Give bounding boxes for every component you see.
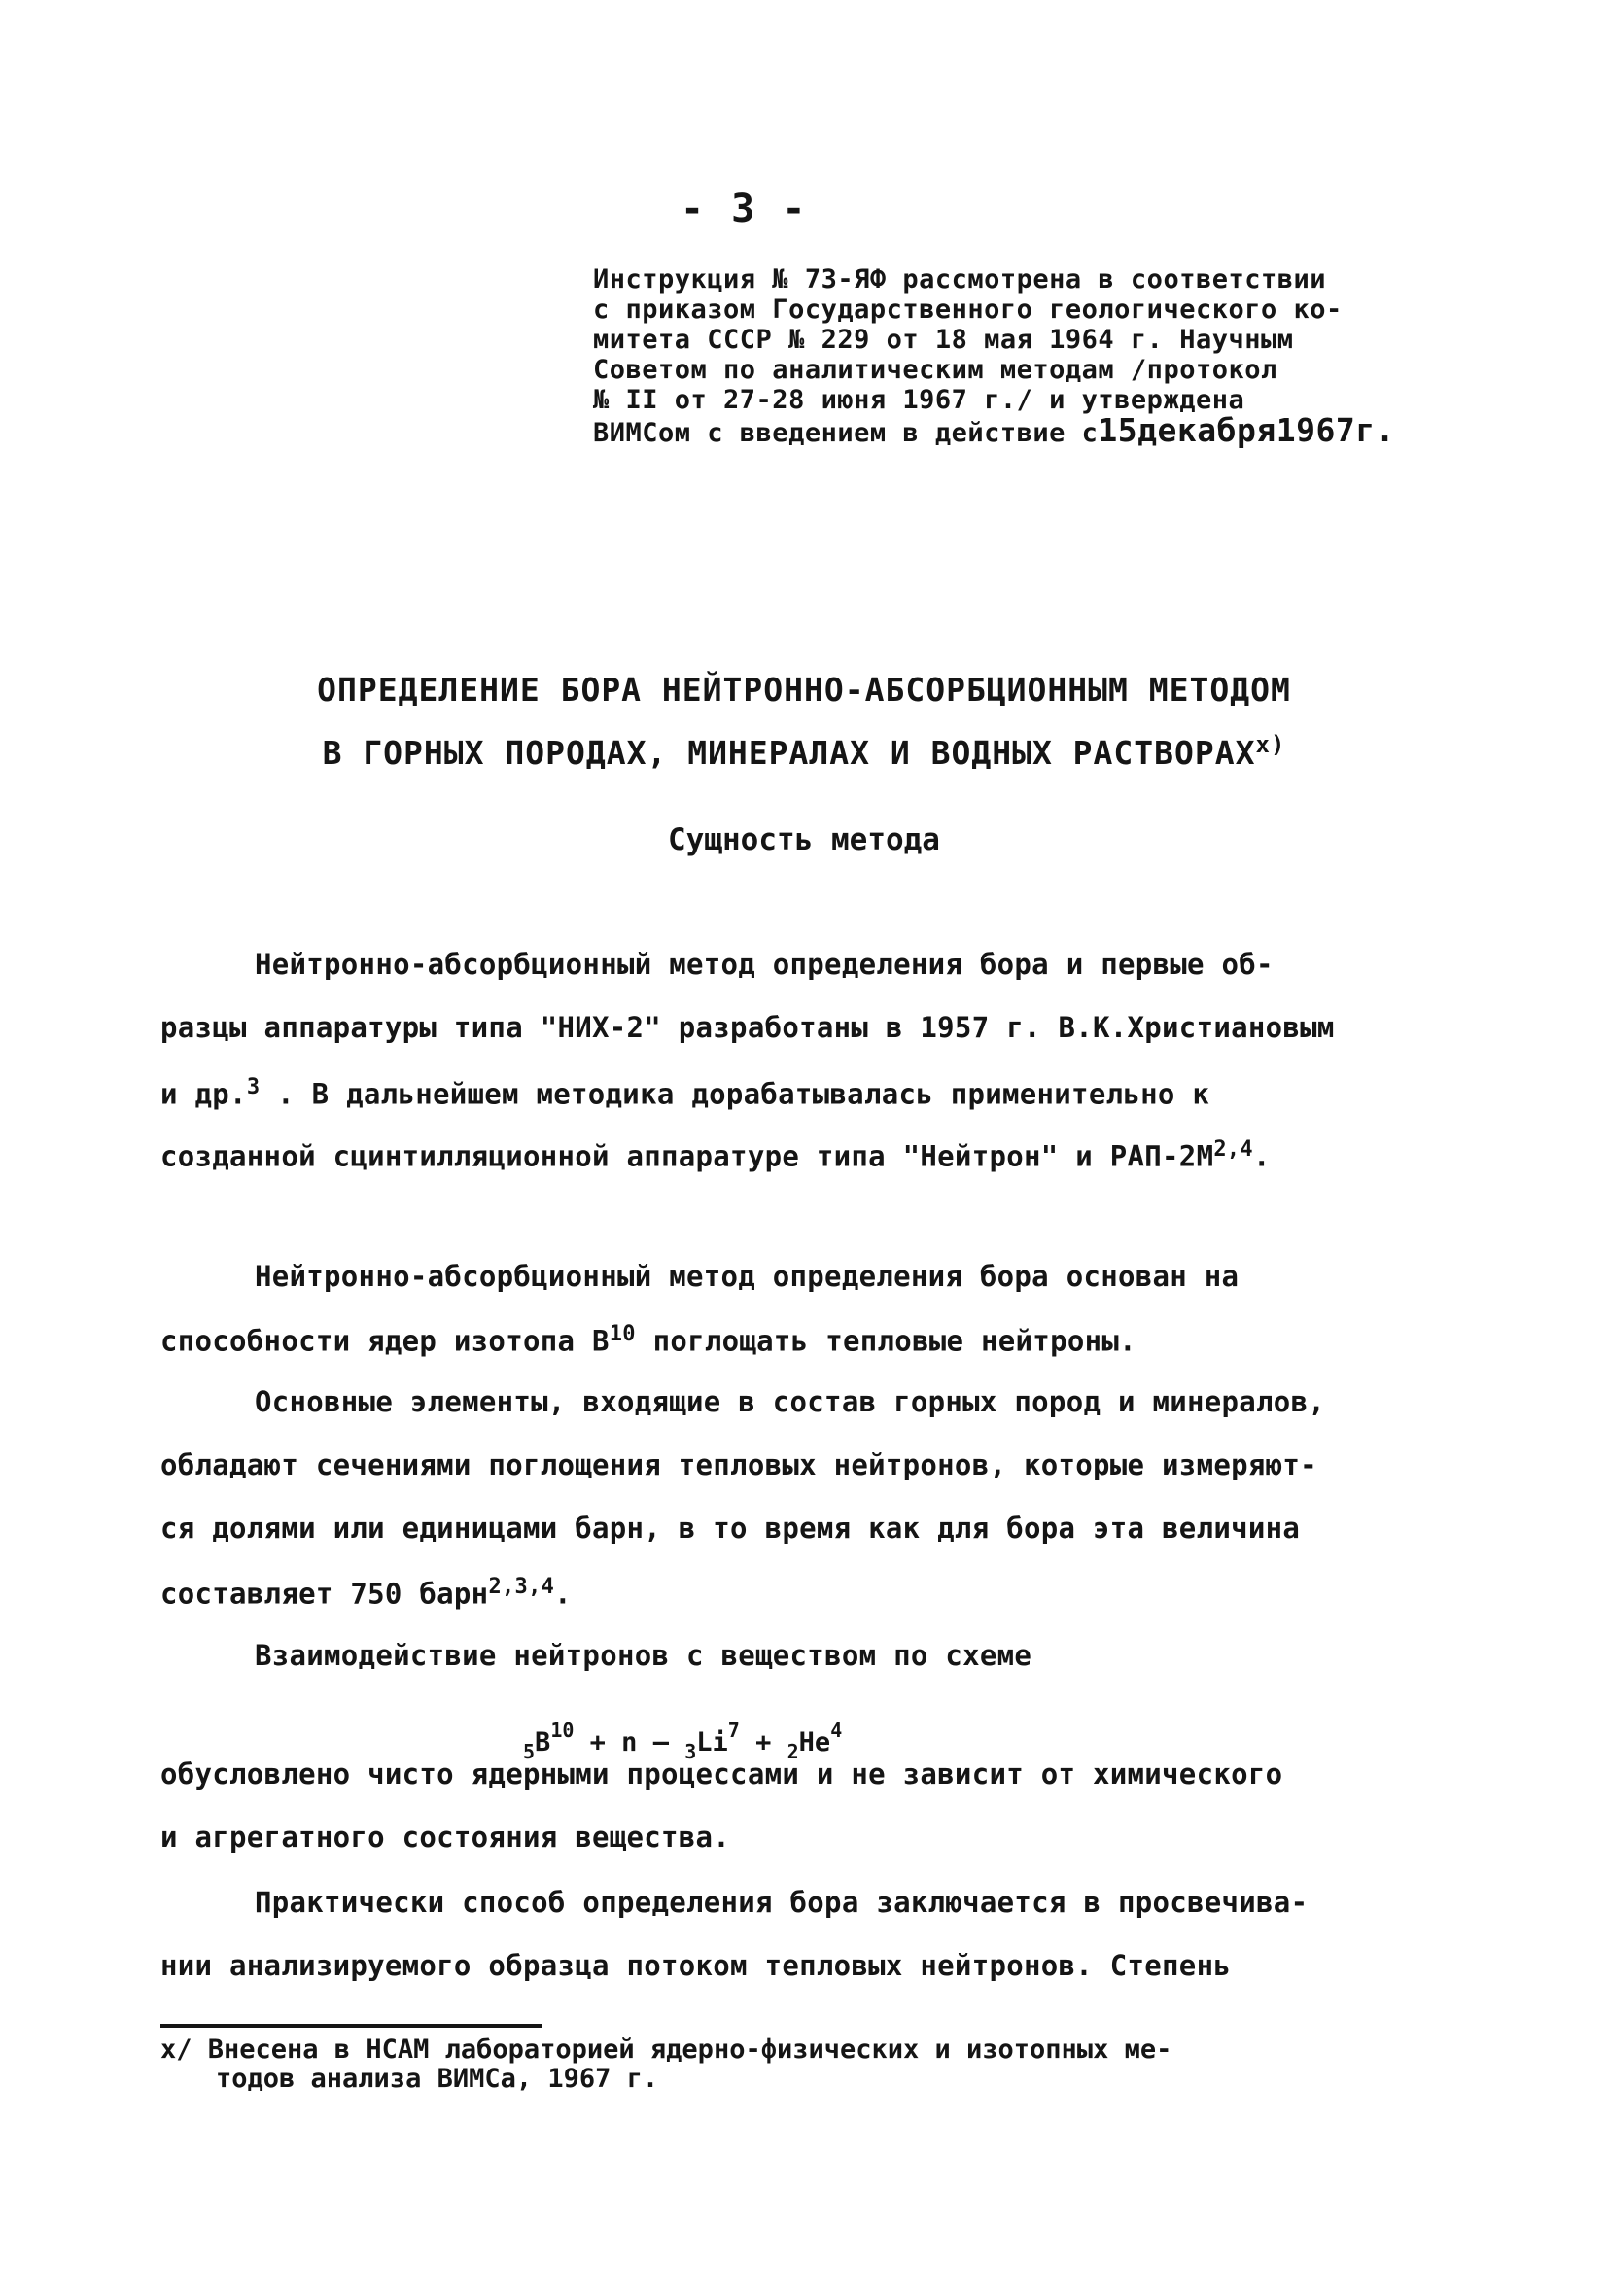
paragraph-line xyxy=(160,1575,572,1611)
atomic-number: 2 xyxy=(787,1740,799,1763)
approval-line: Советом по аналитическим методам /протокол xyxy=(593,355,1277,385)
section-heading: Сущность метода xyxy=(668,822,940,857)
formula-operator: + xyxy=(755,1727,772,1757)
footnote-separator xyxy=(160,2024,542,2028)
text-run: созданной сцинтилляционной аппаратуре типа "Нейтрон" и РАП-2М xyxy=(160,1139,1214,1173)
text-run: поглощать тепловые нейтроны. xyxy=(635,1324,1136,1358)
paragraph-line: Нейтронно-абсорбционный метод определения бора и первые об- xyxy=(255,948,1274,981)
approval-note xyxy=(593,264,1526,448)
text-run: . xyxy=(1252,1139,1271,1173)
text-run: составляет 750 барн xyxy=(160,1577,489,1611)
paragraph-line xyxy=(160,1075,1209,1111)
document-title-text: В ГОРНЫХ ПОРОДАХ, МИНЕРАЛАХ И ВОДНЫХ РАСТВОРАХ xyxy=(322,734,1256,772)
atomic-number: 3 xyxy=(684,1740,697,1763)
isotope-superscript: 10 xyxy=(609,1322,636,1346)
reference-superscript: 2,3,4 xyxy=(488,1575,555,1599)
approval-line xyxy=(593,411,1526,449)
page-number: - 3 - xyxy=(681,187,808,231)
text-run: . В дальнейшем методика дорабатывалась применительно к xyxy=(260,1077,1210,1111)
paragraph-line: разцы аппаратуры типа "НИХ-2" разработаны в 1957 г. В.К.Христиановым xyxy=(160,1011,1335,1044)
text-run: и др. xyxy=(160,1077,247,1111)
text-run: способности ядер изотопа В xyxy=(160,1324,610,1358)
footnote xyxy=(160,2035,1171,2094)
paragraph-line: Основные элементы, входящие в состав горных пород и минералов, xyxy=(255,1385,1326,1418)
paragraph-line: нии анализируемого образца потоком тепловых нейтронов. Степень xyxy=(160,1949,1232,1982)
atomic-number: 5 xyxy=(523,1740,536,1763)
approval-last-line: ВИМСом с введением в действие с xyxy=(593,418,1099,448)
paragraph-line: обусловлено чисто ядерными процессами и не зависит от химического xyxy=(160,1757,1283,1791)
mass-number: 10 xyxy=(550,1719,575,1742)
approval-line: с приказом Государственного геологического ко- xyxy=(593,295,1343,325)
footnote-line: x/ Внесена в НСАМ лабораторией ядерно-физических и изотопных ме- xyxy=(160,2035,1172,2065)
mass-number: 7 xyxy=(727,1719,740,1742)
element-symbol: Li xyxy=(696,1727,728,1757)
element-symbol: He xyxy=(798,1727,831,1757)
reference-superscript: 3 xyxy=(246,1075,261,1099)
title-footnote-marker: x) xyxy=(1255,731,1286,758)
approval-line: № II от 27-28 июня 1967 г./ и утверждена xyxy=(593,385,1245,415)
paragraph-line xyxy=(160,1322,1136,1358)
formula-operator: + n — xyxy=(589,1727,669,1757)
paragraph-line: Нейтронно-абсорбционный метод определения бора основан на xyxy=(255,1260,1240,1293)
approval-line: Инструкция № 73-ЯФ рассмотрена в соответствии xyxy=(593,264,1326,295)
document-title-line-2 xyxy=(0,731,1608,772)
reference-superscript: 2,4 xyxy=(1213,1137,1253,1162)
paragraph-line: ся долями или единицами барн, в то время как для бора эта величина xyxy=(160,1512,1301,1545)
paragraph-line: обладают сечениями поглощения тепловых нейтронов, которые измеряют- xyxy=(160,1448,1317,1481)
footnote-line: тодов анализа ВИМСа, 1967 г. xyxy=(216,2064,659,2094)
document-title-line-1: ОПРЕДЕЛЕНИЕ БОРА НЕЙТРОННО-АБСОРБЦИОННЫМ МЕТОДОМ xyxy=(317,671,1291,709)
paragraph-line: Практически способ определения бора заключается в просвечива- xyxy=(255,1886,1309,1919)
paragraph-line: Взаимодействие нейтронов с веществом по схеме xyxy=(255,1639,1032,1672)
paragraph-line xyxy=(160,1137,1271,1173)
effective-date: 15декабря1967г. xyxy=(1098,411,1395,449)
paragraph-line: и агрегатного состояния вещества. xyxy=(160,1821,731,1854)
text-run: . xyxy=(554,1577,572,1611)
mass-number: 4 xyxy=(830,1719,843,1742)
approval-line: митета СССР № 229 от 18 мая 1964 г. Научным xyxy=(593,325,1294,355)
element-symbol: B xyxy=(535,1727,551,1757)
